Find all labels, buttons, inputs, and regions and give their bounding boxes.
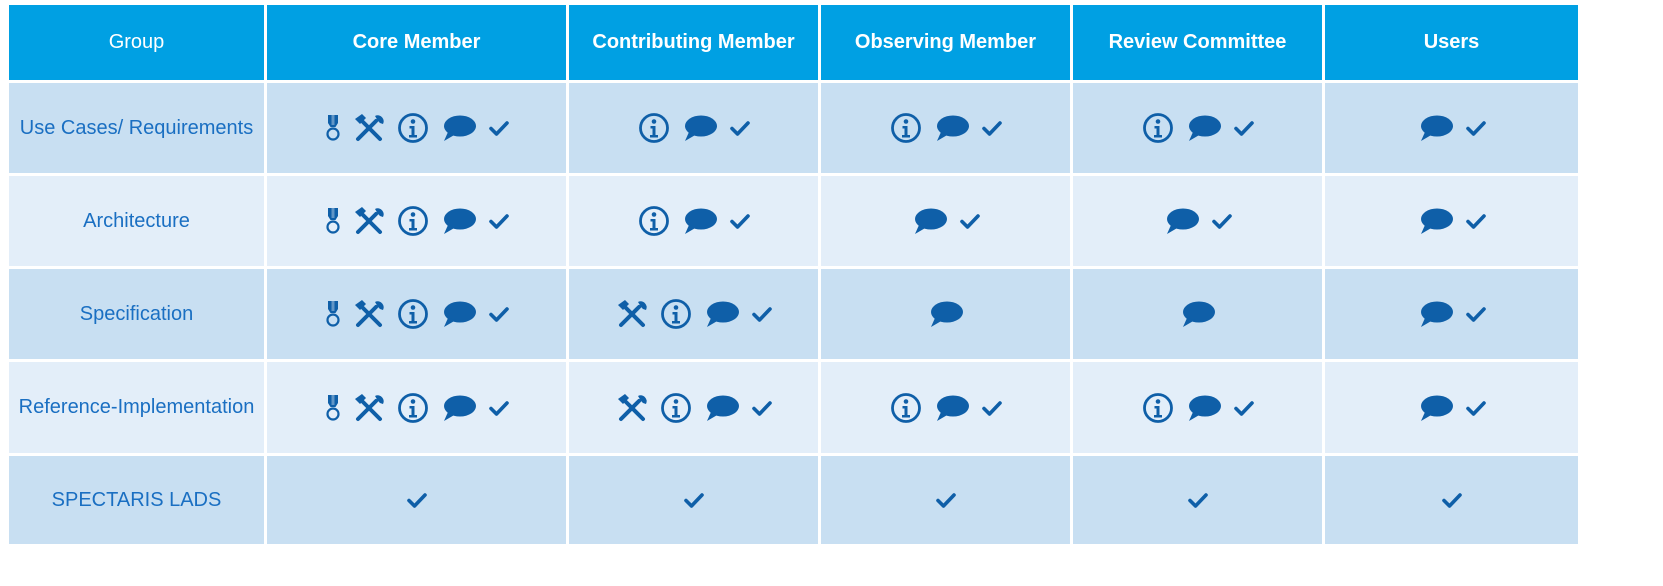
check-icon xyxy=(1212,213,1232,229)
cell-contributing-member xyxy=(569,83,818,173)
check-icon xyxy=(1234,120,1254,136)
info-icon xyxy=(890,112,922,144)
icon-group xyxy=(407,492,427,508)
comment-icon xyxy=(1418,207,1454,235)
cell-core-member xyxy=(267,83,566,173)
comment-icon xyxy=(704,394,740,422)
cell-contributing-member xyxy=(569,269,818,359)
row-label: SPECTARIS LADS xyxy=(9,456,264,544)
check-icon xyxy=(489,400,509,416)
cell-contributing-member xyxy=(569,456,818,544)
cell-users xyxy=(1325,269,1578,359)
icon-group xyxy=(1418,114,1486,142)
check-icon xyxy=(1466,120,1486,136)
comment-icon xyxy=(1418,394,1454,422)
info-icon xyxy=(1142,392,1174,424)
membership-matrix xyxy=(9,5,1663,584)
cell-users xyxy=(1325,362,1578,453)
info-icon xyxy=(397,298,429,330)
icon-group xyxy=(325,112,509,144)
cell-observing-member xyxy=(821,362,1070,453)
check-icon xyxy=(936,492,956,508)
cell-review-committee xyxy=(1073,176,1322,266)
icon-group xyxy=(890,392,1002,424)
cell-observing-member xyxy=(821,83,1070,173)
cell-observing-member xyxy=(821,269,1070,359)
header-observing-member: Observing Member xyxy=(821,5,1070,80)
info-icon xyxy=(397,112,429,144)
check-icon xyxy=(489,213,509,229)
check-icon xyxy=(1466,306,1486,322)
cell-review-committee xyxy=(1073,456,1322,544)
comment-icon xyxy=(1418,114,1454,142)
row-label: Use Cases/ Requirements xyxy=(9,83,264,173)
row-label: Reference-Implementation xyxy=(9,362,264,453)
comment-icon xyxy=(1418,300,1454,328)
cell-observing-member xyxy=(821,456,1070,544)
info-icon xyxy=(397,392,429,424)
cell-review-committee xyxy=(1073,83,1322,173)
check-icon xyxy=(982,400,1002,416)
cell-core-member xyxy=(267,176,566,266)
comment-icon xyxy=(1186,394,1222,422)
info-icon xyxy=(397,205,429,237)
icon-group xyxy=(616,392,772,424)
icon-group xyxy=(638,112,750,144)
header-review-committee: Review Committee xyxy=(1073,5,1322,80)
icon-group xyxy=(1142,392,1254,424)
icon-group xyxy=(325,298,509,330)
check-icon xyxy=(730,120,750,136)
check-icon xyxy=(489,120,509,136)
icon-group xyxy=(616,298,772,330)
comment-icon xyxy=(682,114,718,142)
check-icon xyxy=(982,120,1002,136)
cell-core-member xyxy=(267,362,566,453)
row-label: Specification xyxy=(9,269,264,359)
icon-group xyxy=(928,300,964,328)
cell-observing-member xyxy=(821,176,1070,266)
check-icon xyxy=(407,492,427,508)
tools-icon xyxy=(353,299,385,329)
check-icon xyxy=(1234,400,1254,416)
info-icon xyxy=(638,205,670,237)
cell-core-member xyxy=(267,456,566,544)
icon-group xyxy=(890,112,1002,144)
cell-users xyxy=(1325,176,1578,266)
icon-group xyxy=(1164,207,1232,235)
comment-icon xyxy=(912,207,948,235)
tools-icon xyxy=(353,206,385,236)
check-icon xyxy=(1466,213,1486,229)
comment-icon xyxy=(934,394,970,422)
icon-group xyxy=(936,492,956,508)
cell-users xyxy=(1325,456,1578,544)
comment-icon xyxy=(704,300,740,328)
cell-review-committee xyxy=(1073,269,1322,359)
medal-icon xyxy=(325,300,341,328)
icon-group xyxy=(1142,112,1254,144)
check-icon xyxy=(684,492,704,508)
header-users: Users xyxy=(1325,5,1578,80)
check-icon xyxy=(1188,492,1208,508)
info-icon xyxy=(890,392,922,424)
cell-core-member xyxy=(267,269,566,359)
check-icon xyxy=(489,306,509,322)
tools-icon xyxy=(353,393,385,423)
tools-icon xyxy=(353,113,385,143)
comment-icon xyxy=(682,207,718,235)
comment-icon xyxy=(441,300,477,328)
icon-group xyxy=(1442,492,1462,508)
info-icon xyxy=(638,112,670,144)
cell-review-committee xyxy=(1073,362,1322,453)
header-contributing-member: Contributing Member xyxy=(569,5,818,80)
check-icon xyxy=(752,400,772,416)
check-icon xyxy=(1442,492,1462,508)
icon-group xyxy=(325,392,509,424)
icon-group xyxy=(1418,300,1486,328)
icon-group xyxy=(684,492,704,508)
tools-icon xyxy=(616,393,648,423)
tools-icon xyxy=(616,299,648,329)
comment-icon xyxy=(1186,114,1222,142)
header-core-member: Core Member xyxy=(267,5,566,80)
icon-group xyxy=(638,205,750,237)
cell-contributing-member xyxy=(569,362,818,453)
info-icon xyxy=(660,392,692,424)
icon-group xyxy=(325,205,509,237)
comment-icon xyxy=(1164,207,1200,235)
comment-icon xyxy=(934,114,970,142)
comment-icon xyxy=(928,300,964,328)
medal-icon xyxy=(325,114,341,142)
check-icon xyxy=(730,213,750,229)
comment-icon xyxy=(1180,300,1216,328)
icon-group xyxy=(1188,492,1208,508)
info-icon xyxy=(1142,112,1174,144)
comment-icon xyxy=(441,394,477,422)
comment-icon xyxy=(441,207,477,235)
icon-group xyxy=(912,207,980,235)
medal-icon xyxy=(325,207,341,235)
check-icon xyxy=(1466,400,1486,416)
check-icon xyxy=(960,213,980,229)
medal-icon xyxy=(325,394,341,422)
check-icon xyxy=(752,306,772,322)
icon-group xyxy=(1180,300,1216,328)
cell-contributing-member xyxy=(569,176,818,266)
icon-group xyxy=(1418,207,1486,235)
icon-group xyxy=(1418,394,1486,422)
comment-icon xyxy=(441,114,477,142)
header-group: Group xyxy=(9,5,264,80)
cell-users xyxy=(1325,83,1578,173)
info-icon xyxy=(660,298,692,330)
row-label: Architecture xyxy=(9,176,264,266)
